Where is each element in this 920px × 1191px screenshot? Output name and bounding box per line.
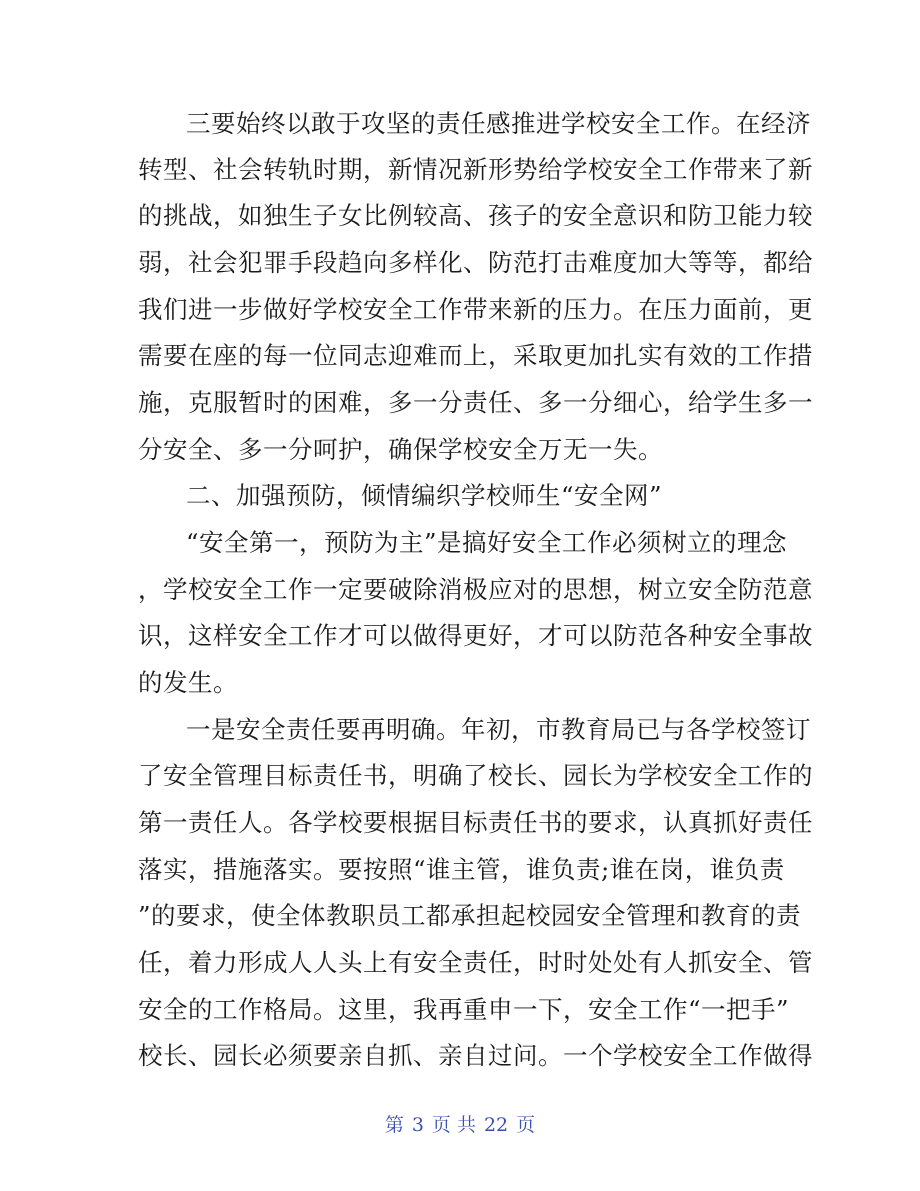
page-number-footer: [0, 1112, 920, 1138]
paragraph-line: 校长、园长必须要亲自抓、亲自过问。一个学校安全工作做得: [138, 1041, 813, 1070]
paragraph-line: 识，这样安全工作才可以做得更好，才可以防范各种安全事故: [138, 621, 813, 650]
paragraph-line: 我们进一步做好学校安全工作带来新的压力。在压力面前，更: [138, 295, 813, 324]
paragraph-line: 转型、社会转轨时期，新情况新形势给学校安全工作带来了新: [138, 155, 813, 184]
total-pages-number: 22: [483, 1114, 509, 1136]
paragraph-line: 分安全、多一分呵护，确保学校安全万无一失。: [138, 435, 663, 464]
section-heading: 二、加强预防，倾情编织学校师生“安全网”: [186, 481, 663, 510]
paragraph-line: 的挑战，如独生子女比例较高、孩子的安全意识和防卫能力较: [138, 201, 813, 230]
paragraph-line: 施，克服暂时的困难，多一分责任、多一分细心，给学生多一: [138, 388, 813, 417]
paragraph-line: “安全第一，预防为主”是搞好安全工作必须树立的理念: [186, 528, 788, 557]
current-page-number: 3: [411, 1114, 424, 1136]
paragraph-line: 的发生。: [138, 668, 238, 697]
footer-suffix: 页: [516, 1114, 536, 1136]
paragraph-line: 了安全管理目标责任书，明确了校长、园长为学校安全工作的: [138, 761, 813, 790]
paragraph-line: 弱，社会犯罪手段趋向多样化、防范打击难度加大等等，都给: [138, 248, 813, 277]
paragraph-line: ”的要求，使全体教职员工都承担起校园安全管理和教育的责: [138, 901, 802, 930]
footer-mid: 页 共: [431, 1114, 476, 1136]
footer-prefix: 第: [384, 1114, 404, 1136]
paragraph-line: 任，着力形成人人头上有安全责任，时时处处有人抓安全、管: [138, 948, 813, 977]
paragraph-line: 安全的工作格局。这里，我再重申一下，安全工作“一把手”: [138, 995, 790, 1024]
paragraph-line: 需要在座的每一位同志迎难而上，采取更加扎实有效的工作措: [138, 341, 813, 370]
paragraph-line: ，学校安全工作一定要破除消极应对的思想，树立安全防范意: [138, 575, 813, 604]
paragraph-line: 第一责任人。各学校要根据目标责任书的要求，认真抓好责任: [138, 808, 813, 837]
paragraph-line: 落实，措施落实。要按照“谁主管，谁负责;谁在岗，谁负责: [138, 855, 785, 884]
paragraph-line: 一是安全责任要再明确。年初，市教育局已与各学校签订: [186, 715, 811, 744]
paragraph-line: 三要始终以敢于攻坚的责任感推进学校安全工作。在经济: [186, 109, 811, 138]
